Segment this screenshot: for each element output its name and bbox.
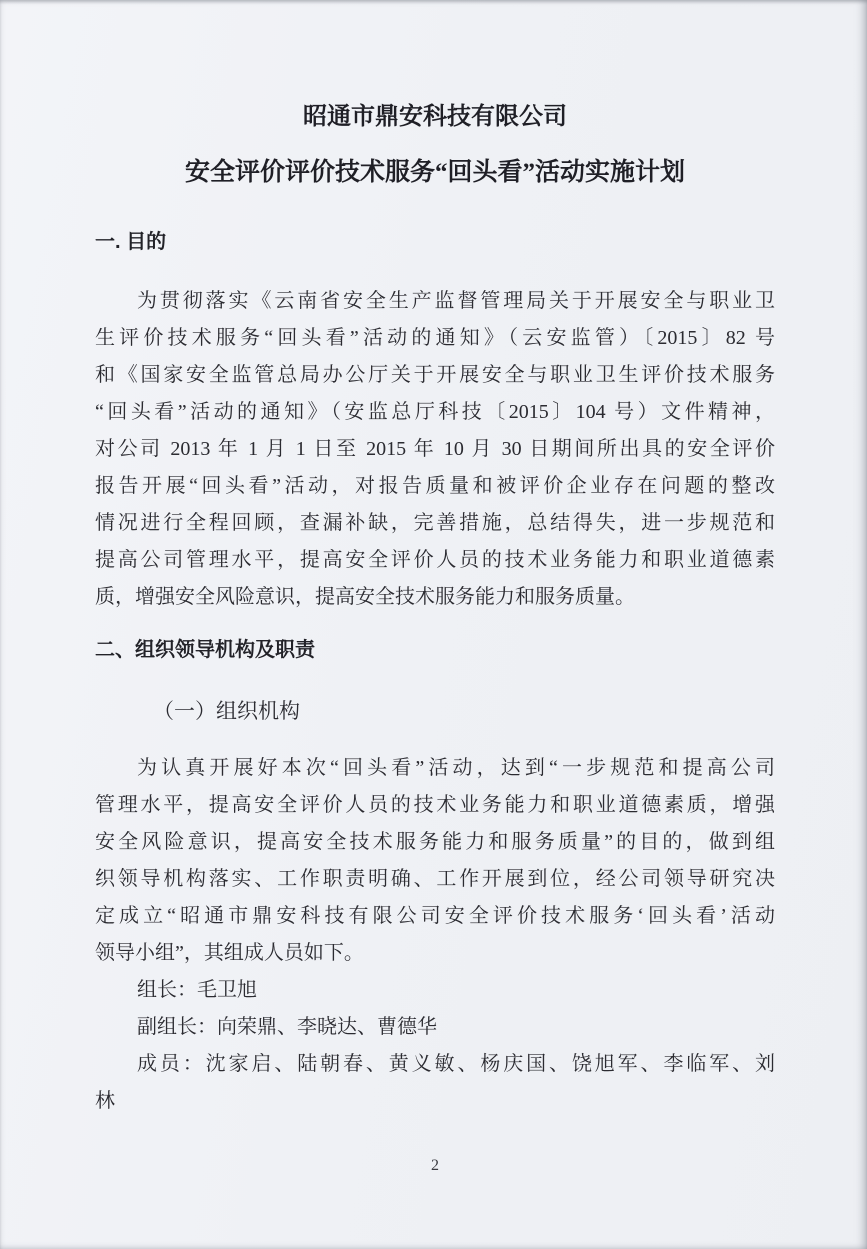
subsection-2-1-heading: （一）组织机构 [153, 699, 300, 723]
paragraph-line: 织领导机构落实、工作职责明确、工作开展到位，经公司领导研究决 [95, 868, 775, 890]
paragraph-line: 管理水平，提高安全评价人员的技术业务能力和职业道德素质，增强 [95, 794, 775, 816]
paragraph-line: 为认真开展好本次“回头看”活动，达到“一步规范和提高公司 [137, 757, 775, 779]
section-2-heading: 二、组织领导机构及职责 [95, 639, 315, 661]
paragraph-line: 安全风险意识，提高安全技术服务能力和服务质量”的目的，做到组 [95, 831, 775, 853]
section-1-paragraph [95, 283, 775, 616]
paragraph-line: 情况进行全程回顾，查漏补缺，完善措施，总结得失，进一步规范和 [95, 512, 775, 534]
document-title: 昭通市鼎安科技有限公司 [303, 104, 567, 130]
paragraph-line: 报告开展“回头看”活动，对报告质量和被评价企业存在问题的整改 [95, 475, 775, 497]
paragraph-line: 为贯彻落实《云南省安全生产监督管理局关于开展安全与职业卫 [137, 290, 775, 312]
section-1-heading: 一. 目的 [95, 231, 167, 253]
member-line-deputy-leaders: 副组长：向荣鼎、李晓达、曹德华 [137, 1016, 437, 1038]
member-line-members-cont: 林 [95, 1090, 115, 1112]
member-line-leader: 组长：毛卫旭 [137, 979, 257, 1001]
member-line-members: 成员：沈家启、陆朝春、黄义敏、杨庆国、饶旭军、李临军、刘 [137, 1053, 775, 1075]
paragraph-line: 生评价技术服务“回头看”活动的通知》（云安监管）〔2015〕82 号 [95, 327, 775, 349]
subsection-2-1-paragraph [95, 750, 775, 972]
paragraph-line: “回头看”活动的通知》（安监总厅科技〔2015〕104 号）文件精神， [95, 401, 775, 423]
paragraph-line: 定成立“昭通市鼎安科技有限公司安全评价技术服务‘回头看’活动 [95, 905, 775, 927]
document-subtitle: 安全评价评价技术服务“回头看”活动实施计划 [184, 159, 685, 186]
leading-group-members [95, 972, 775, 1120]
paragraph-line: 质，增强安全风险意识，提高安全技术服务能力和服务质量。 [95, 586, 635, 608]
paragraph-line: 和《国家安全监管总局办公厅关于开展安全与职业卫生评价技术服务 [95, 364, 775, 386]
paragraph-line: 对公司 2013 年 1 月 1 日至 2015 年 10 月 30 日期间所出具的安全评价 [95, 438, 775, 460]
page-number: 2 [431, 1157, 439, 1174]
paragraph-line: 提高公司管理水平，提高安全评价人员的技术业务能力和职业道德素 [95, 549, 775, 571]
paragraph-line: 领导小组”，其组成人员如下。 [95, 942, 364, 964]
